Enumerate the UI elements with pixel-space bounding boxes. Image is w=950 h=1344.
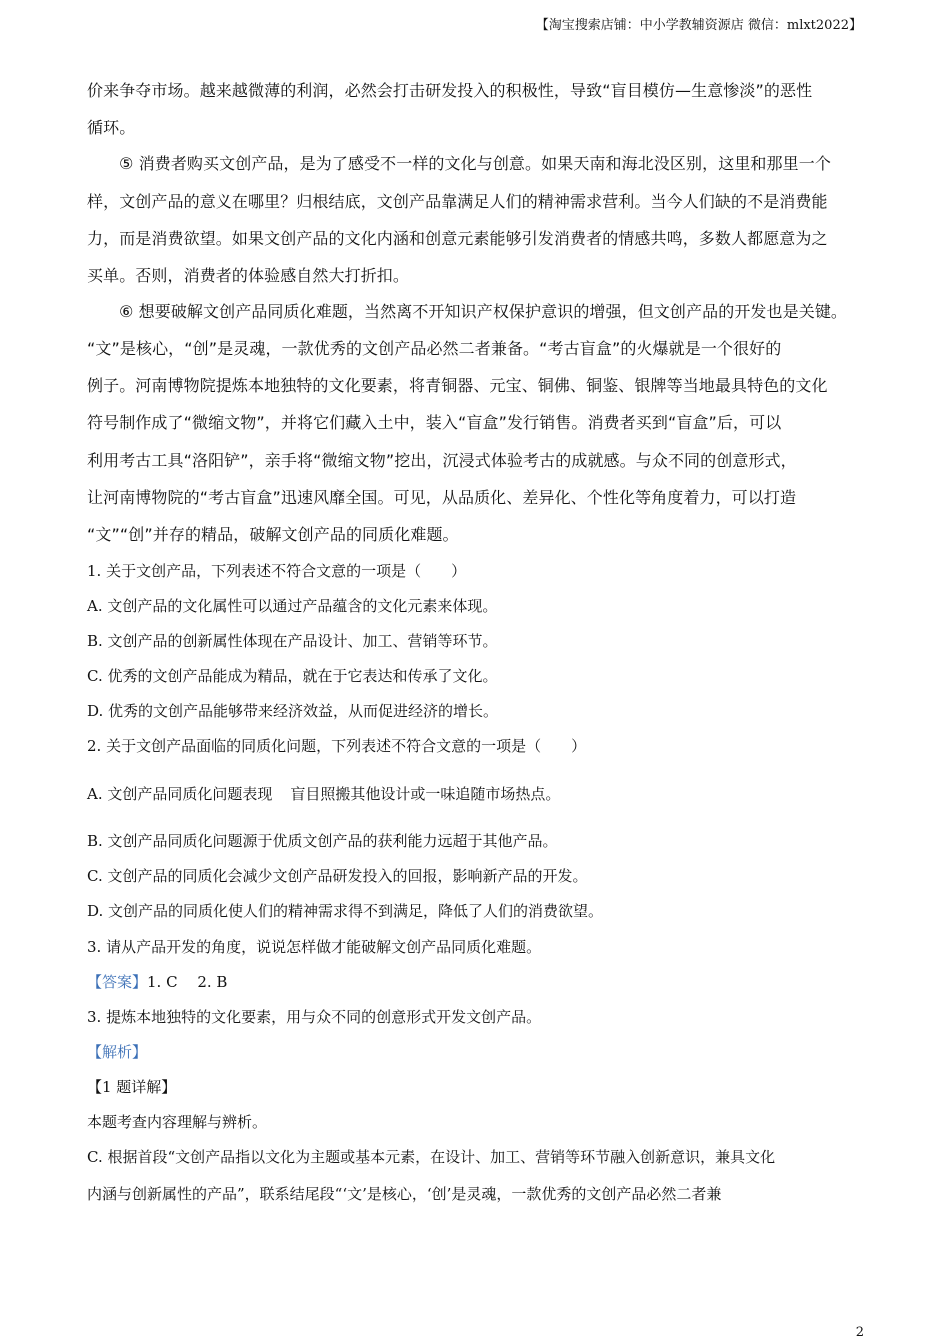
question-2-option-a-part1: A. 文创产品同质化问题表现 (87, 785, 273, 803)
question-1-option-b: B. 文创产品的创新属性体现在产品设计、加工、营销等环节。 (87, 632, 498, 650)
analysis-intro: 本题考查内容理解与辨析。 (87, 1113, 268, 1131)
passage-line: 样，文创产品的意义在哪里？归根结底，文创产品靠满足人们的精神需求营利。当今人们缺的不是消费能 (87, 192, 828, 211)
question-1-stem: 1. 关于文创产品，下列表述不符合文意的一项是（ ） (87, 562, 467, 580)
shop-header-note: 【淘宝搜索店铺：中小学教辅资源店 微信：mlxt2022】 (535, 18, 862, 33)
passage-line: 买单。否则，消费者的体验感自然大打折扣。 (87, 266, 410, 285)
analysis-c-line-2: 内涵与创新属性的产品”，联系结尾段“‘文’是核心，‘创’是灵魂，一款优秀的文创产品必然二者兼 (87, 1185, 722, 1203)
answer-q3: 3. 提炼本地独特的文化要素，用与众不同的创意形式开发文创产品。 (87, 1008, 542, 1026)
answer-line (87, 975, 227, 990)
analysis-q1-title: 【1 题详解】 (87, 1078, 177, 1096)
question-2-option-b: B. 文创产品同质化问题源于优质文创产品的获利能力远超于其他产品。 (87, 832, 558, 850)
page-number: 2 (855, 1325, 864, 1340)
question-2-option-d: D. 文创产品的同质化使人们的精神需求得不到满足，降低了人们的消费欲望。 (87, 902, 604, 920)
passage-line: 符号制作成了“微缩文物”，并将它们藏入土中，装入“盲盒”发行销售。消费者买到“盲盒”后，可以 (87, 413, 782, 432)
paragraph-5-first-line: ⑤ 消费者购买文创产品，是为了感受不一样的文化与创意。如果天南和海北没区别，这里和那里一个 (119, 154, 831, 173)
passage-line: “文”是核心，“创”是灵魂，一款优秀的文创产品必然二者兼备。“考古盲盒”的火爆就是一个很好的 (87, 339, 782, 358)
passage-line: “文”“创”并存的精品，破解文创产品的同质化难题。 (87, 525, 459, 544)
passage-line: 让河南博物院的“考古盲盒”迅速风靡全国。可见，从品质化、差异化、个性化等角度着力，可以打造 (87, 488, 797, 507)
passage-line: 例子。河南博物院提炼本地独特的文化要素，将青铜器、元宝、铜佛、铜鉴、银牌等当地最具特色的文化 (87, 376, 828, 395)
question-2-option-a (87, 787, 560, 802)
question-3-stem: 3. 请从产品开发的角度，说说怎样做才能破解文创产品同质化难题。 (87, 938, 542, 956)
answer-mc: 1. C 2. B (147, 973, 228, 991)
analysis-label: 【解析】 (87, 1043, 148, 1061)
paragraph-6-first-line: ⑥ 想要破解文创产品同质化难题，当然离不开知识产权保护意识的增强，但文创产品的开发也是关键。 (119, 302, 848, 321)
analysis-c-line-1: C. 根据首段“文创产品指以文化为主题或基本元素，在设计、加工、营销等环节融入创新意识，兼具文化 (87, 1148, 776, 1166)
question-1-option-a: A. 文创产品的文化属性可以通过产品蕴含的文化元素来体现。 (87, 597, 498, 615)
passage-line: 力，而是消费欲望。如果文创产品的文化内涵和创意元素能够引发消费者的情感共鸣，多数人都愿意为之 (87, 229, 828, 248)
question-2-option-a-part2: 盲目照搬其他设计或一味追随市场热点。 (290, 785, 561, 803)
answer-label: 【答案】 (87, 973, 148, 991)
passage-line: 价来争夺市场。越来越微薄的利润，必然会打击研发投入的积极性，导致“盲目模仿—生意惨淡”的恶性 (87, 81, 813, 100)
question-2-stem: 2. 关于文创产品面临的同质化问题，下列表述不符合文意的一项是（ ） (87, 737, 587, 755)
passage-line: 循环。 (87, 118, 136, 137)
question-2-option-c: C. 文创产品的同质化会减少文创产品研发投入的回报，影响新产品的开发。 (87, 867, 588, 885)
question-1-option-d: D. 优秀的文创产品能够带来经济效益，从而促进经济的增长。 (87, 702, 499, 720)
question-1-option-c: C. 优秀的文创产品能成为精品，就在于它表达和传承了文化。 (87, 667, 498, 685)
passage-line: 利用考古工具“洛阳铲”，亲手将“微缩文物”挖出，沉浸式体验考古的成就感。与众不同的创意形式， (87, 451, 797, 470)
